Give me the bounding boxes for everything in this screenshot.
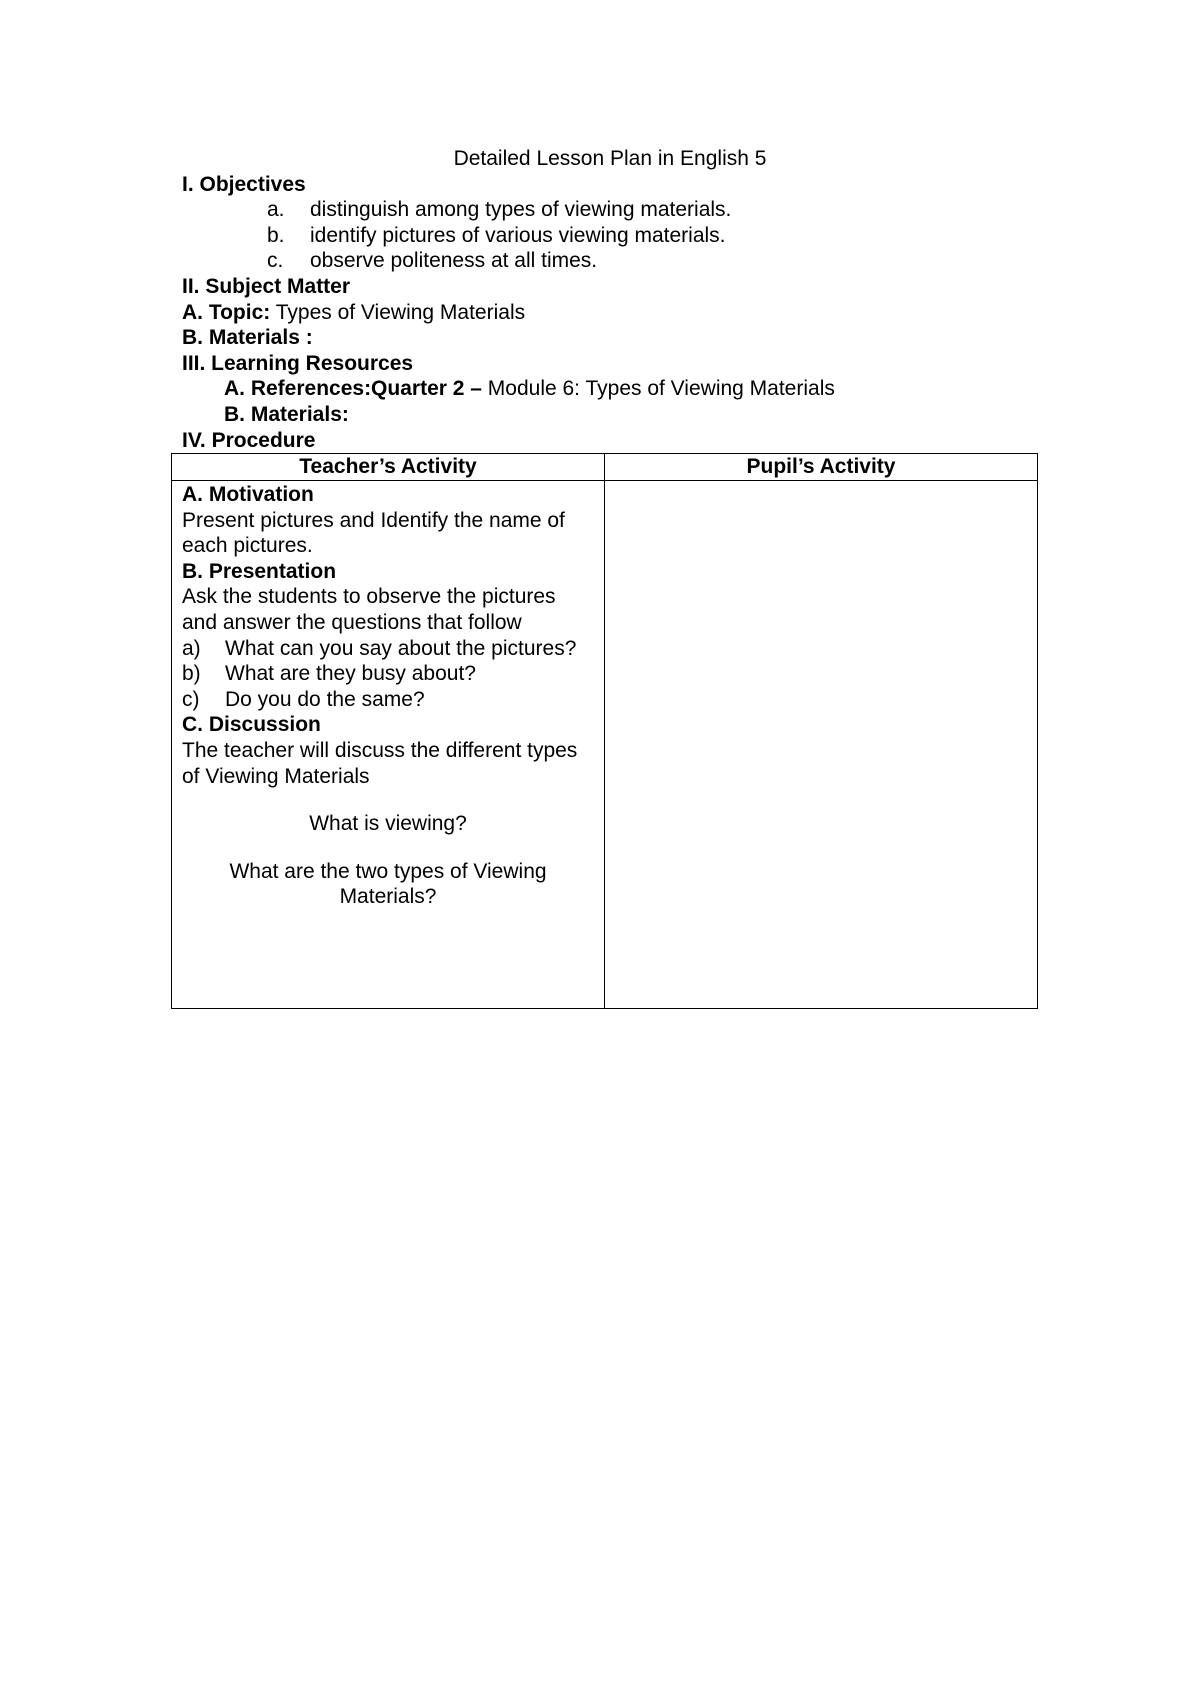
pupil-activity-header: Pupil’s Activity — [605, 454, 1038, 481]
question-text: What are they busy about? — [225, 662, 476, 686]
list-item — [182, 636, 594, 662]
references-label: A. References:Quarter 2 – — [224, 377, 482, 401]
objective-text: observe politeness at all times. — [310, 249, 598, 273]
question-marker: b) — [182, 662, 201, 686]
motivation-text: Present pictures and Identify the name of each pictures. — [182, 508, 565, 558]
motivation-heading: A. Motivation — [182, 483, 314, 506]
topic-value: Types of Viewing Materials — [270, 300, 526, 324]
presentation-text: Ask the students to observe the pictures and answer the questions that follow — [182, 585, 556, 634]
objective-text: identify pictures of various viewing materials. — [310, 223, 726, 247]
presentation-heading: B. Presentation — [182, 559, 337, 583]
question-types: What are the two types of Viewing Materials? — [229, 859, 547, 909]
topic-line — [182, 300, 1038, 326]
procedure-heading: IV. Procedure — [182, 428, 316, 452]
question-text: Do you do the same? — [225, 687, 425, 711]
question-marker: c) — [182, 687, 200, 711]
objective-item — [182, 223, 1038, 249]
resources-materials-label: B. Materials: — [224, 402, 349, 426]
teacher-activity-header: Teacher’s Activity — [172, 454, 605, 481]
discussion-heading: C. Discussion — [182, 713, 321, 737]
discussion-text: The teacher will discuss the different types of Viewing Materials — [182, 738, 578, 788]
question-viewing: What is viewing? — [309, 812, 467, 836]
materials-label: B. Materials : — [182, 326, 313, 350]
question-marker: a) — [182, 636, 201, 660]
topic-label: A. Topic: — [182, 300, 271, 324]
procedure-table — [171, 453, 1038, 1009]
document-title: Detailed Lesson Plan in English 5 — [453, 147, 767, 170]
subject-matter-heading: II. Subject Matter — [182, 274, 351, 298]
learning-resources-heading: III. Learning Resources — [182, 351, 414, 375]
objectives-list — [182, 197, 1038, 274]
list-item — [182, 661, 594, 687]
document-content — [182, 146, 1038, 453]
pupil-activity-cell — [605, 481, 1038, 1009]
list-item — [182, 687, 594, 713]
objective-marker: c. — [267, 249, 284, 273]
objective-item — [182, 248, 1038, 274]
question-text: What can you say about the pictures? — [225, 636, 577, 660]
objective-text: distinguish among types of viewing materials. — [310, 198, 732, 222]
presentation-questions — [182, 636, 594, 713]
objectives-heading: I. Objectives — [182, 172, 306, 196]
objective-marker: a. — [267, 198, 285, 222]
objective-item — [182, 197, 1038, 223]
objective-marker: b. — [267, 223, 285, 247]
table-header-row — [172, 454, 1038, 481]
table-row — [172, 481, 1038, 1009]
teacher-activity-cell — [172, 481, 605, 1009]
references-value: Module 6: Types of Viewing Materials — [481, 377, 835, 401]
references-line — [182, 376, 1038, 402]
